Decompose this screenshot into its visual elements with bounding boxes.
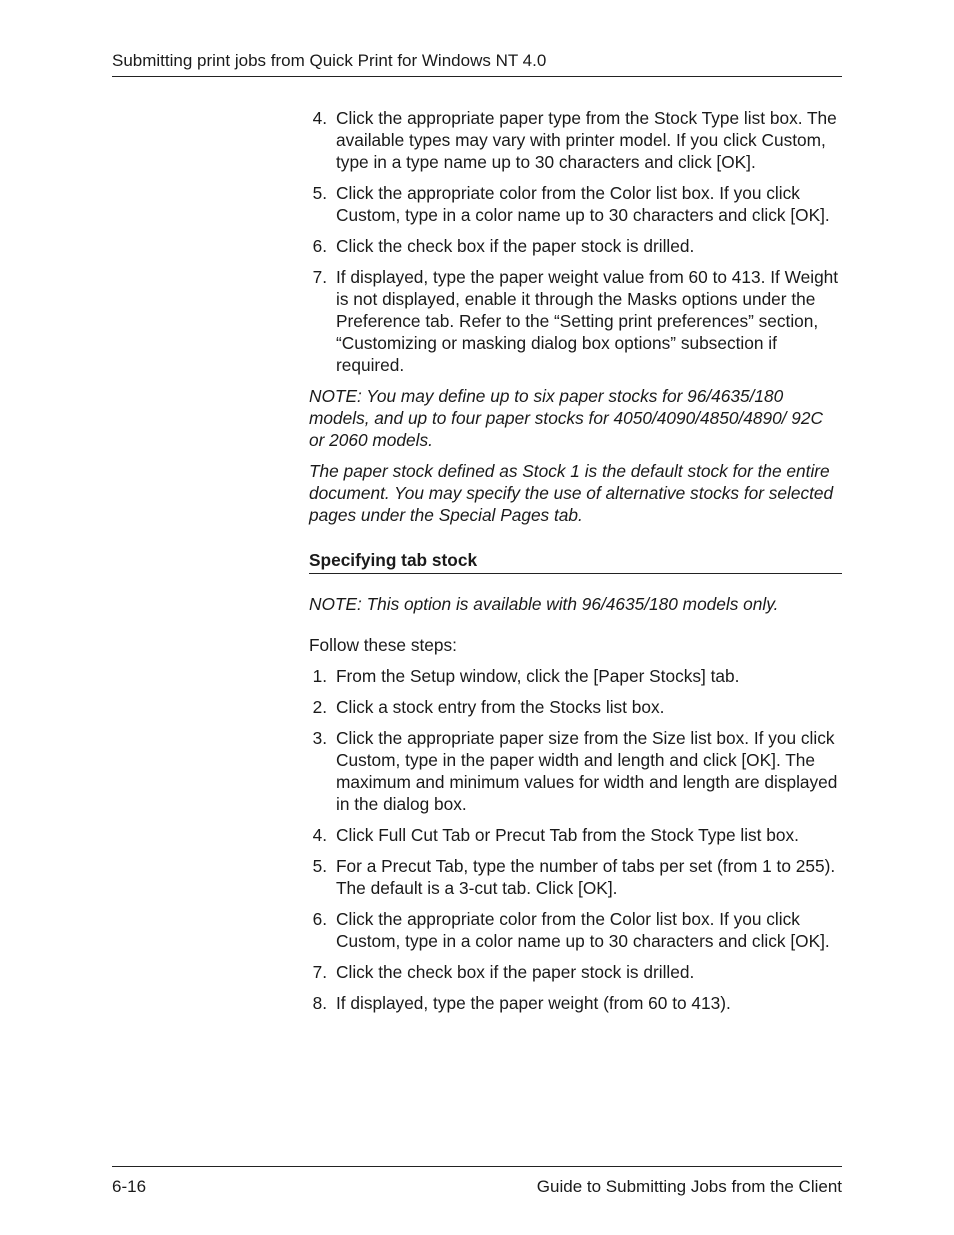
step-text: Click the check box if the paper stock is drilled.	[336, 236, 695, 256]
step-number: 4.	[312, 825, 327, 845]
step-text: Click a stock entry from the Stocks list box.	[336, 697, 665, 717]
running-footer	[112, 1166, 842, 1198]
steps-list-a	[309, 107, 842, 376]
step-number: 6.	[312, 909, 327, 929]
step-text: Click Full Cut Tab or Precut Tab from the Stock Type list box.	[336, 825, 799, 845]
list-item	[309, 665, 842, 687]
list-item	[309, 182, 842, 226]
list-item	[309, 992, 842, 1014]
step-number: 6.	[312, 236, 327, 256]
step-number: 1.	[312, 666, 327, 686]
step-number: 3.	[312, 728, 327, 748]
step-text: If displayed, type the paper weight (from 60 to 413).	[336, 993, 731, 1013]
step-text: Click the appropriate color from the Color list box. If you click Custom, type in a color name up to 30 characters and click [OK].	[336, 183, 830, 225]
note-default-stock: The paper stock defined as Stock 1 is the default stock for the entire document. You may specify the use of alternative stocks for selected pages under the Special Pages tab.	[309, 461, 834, 525]
step-text: Click the appropriate color from the Color list box. If you click Custom, type in a color name up to 30 characters and click [OK].	[336, 909, 830, 951]
step-number: 7.	[312, 267, 327, 287]
step-number: 5.	[312, 856, 327, 876]
list-item	[309, 266, 842, 376]
main-content	[309, 107, 842, 1023]
list-item	[309, 696, 842, 718]
list-item	[309, 961, 842, 983]
step-text: Click the appropriate paper size from the Size list box. If you click Custom, type in the paper width and length and click [OK]. The maximum and minimum values for width and length are displayed in the dialog box.	[336, 728, 838, 814]
list-item	[309, 908, 842, 952]
note-models: NOTE: This option is available with 96/4635/180 models only.	[309, 594, 779, 614]
step-number: 2.	[312, 697, 327, 717]
list-item	[309, 727, 842, 815]
intro-text: Follow these steps:	[309, 635, 457, 655]
step-text: If displayed, type the paper weight value from 60 to 413. If Weight is not displayed, enable it through the Masks options under the Preference tab. Refer to the “Setting print preferences” section, “Customizing or masking dialog box options” subsection if required.	[336, 267, 839, 375]
step-number: 7.	[312, 962, 327, 982]
step-text: For a Precut Tab, type the number of tabs per set (from 1 to 255). The default is a 3-cut tab. Click [OK].	[336, 856, 836, 898]
section-heading: Specifying tab stock	[309, 549, 842, 574]
list-item	[309, 107, 842, 173]
page-number: 6-16	[112, 1177, 147, 1196]
list-item	[309, 855, 842, 899]
step-number: 8.	[312, 993, 327, 1013]
running-header: Submitting print jobs from Quick Print for Windows NT 4.0	[112, 50, 842, 77]
note-stock-limits: NOTE: You may define up to six paper stocks for 96/4635/180 models, and up to four paper stocks for 4050/4090/4850/4890/ 92C or 2060 models.	[309, 386, 823, 450]
step-text: From the Setup window, click the [Paper Stocks] tab.	[336, 666, 740, 686]
step-text: Click the appropriate paper type from the Stock Type list box. The available types may vary with printer model. If you click Custom, type in a type name up to 30 characters and click [OK].	[336, 108, 837, 172]
step-number: 5.	[312, 183, 327, 203]
list-item	[309, 235, 842, 257]
step-text: Click the check box if the paper stock is drilled.	[336, 962, 695, 982]
list-item	[309, 824, 842, 846]
guide-title: Guide to Submitting Jobs from the Client	[536, 1177, 842, 1196]
steps-list-b	[309, 665, 842, 1014]
step-number: 4.	[312, 108, 327, 128]
